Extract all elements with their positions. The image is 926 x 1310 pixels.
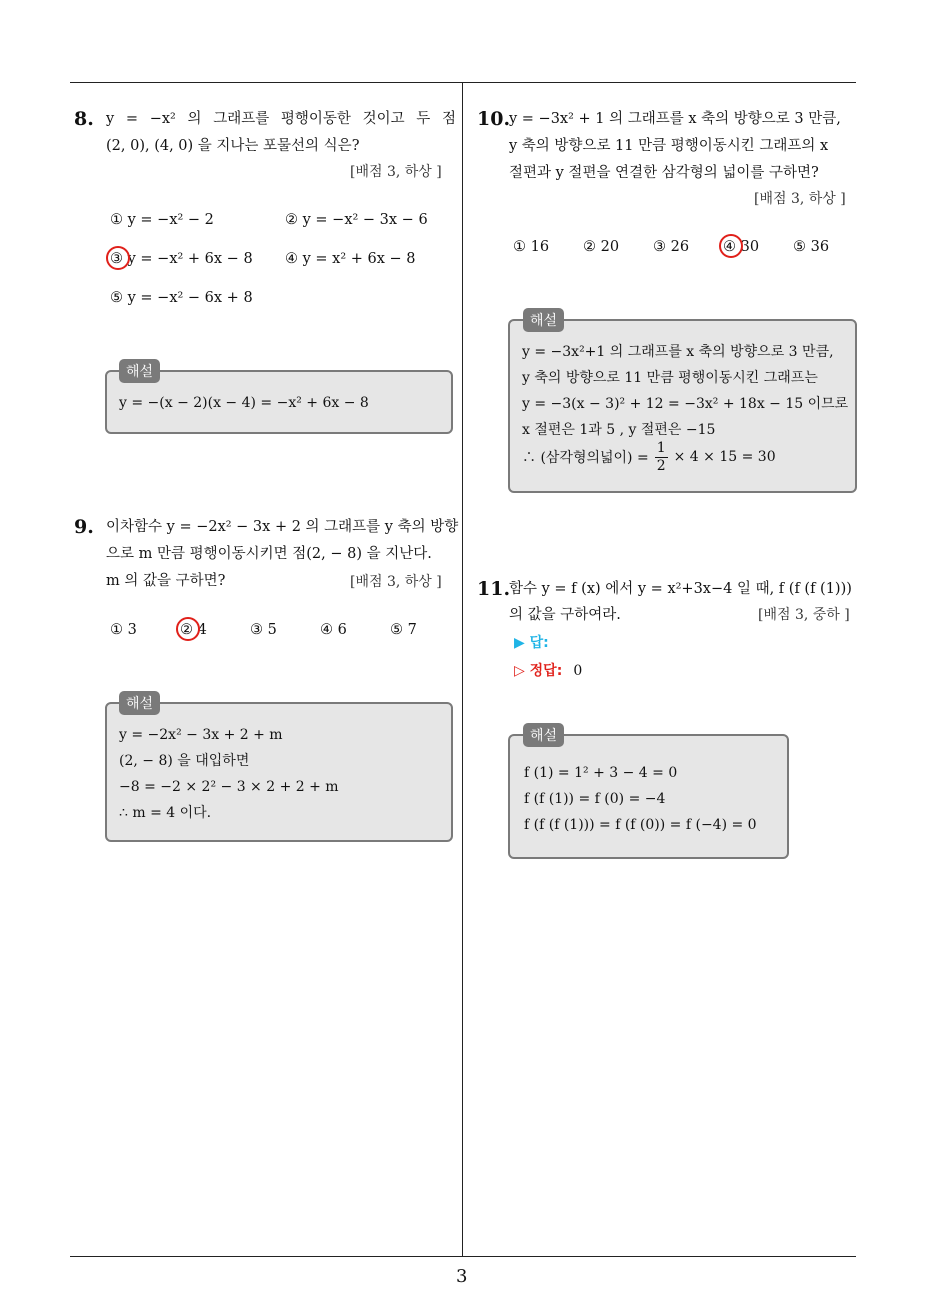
solution-box xyxy=(508,734,789,859)
choice-2[interactable]: ② 20 xyxy=(583,239,620,255)
score-tag: [배점 3, 하상 ] xyxy=(350,574,442,590)
solution-line: y = −(x − 2)(x − 4) = −x² + 6x − 8 xyxy=(119,395,369,411)
correct-answer-value: 0 xyxy=(573,663,583,679)
choice-2[interactable]: ② 4 xyxy=(180,622,207,638)
solution-line: x 절편은 1과 5 , y 절편은 −15 xyxy=(522,422,716,438)
solution-line: (2, − 8) 을 대입하면 xyxy=(119,753,250,769)
choice-5[interactable]: ⑤ y = −x² − 6x + 8 xyxy=(110,290,253,306)
choice-4[interactable]: ④ 30 xyxy=(723,239,760,255)
choice-3[interactable]: ③ y = −x² + 6x − 8 xyxy=(110,251,253,267)
choice-1[interactable]: ① 3 xyxy=(110,622,137,638)
choice-4[interactable]: ④ y = x² + 6x − 8 xyxy=(285,251,416,267)
answer-field-label: ▶ 답: xyxy=(514,635,549,651)
solution-line: y = −2x² − 3x + 2 + m xyxy=(119,727,283,743)
solution-label: 해설 xyxy=(119,691,160,715)
solution-label: 해설 xyxy=(523,308,564,332)
choice-1[interactable]: ① y = −x² − 2 xyxy=(110,212,214,228)
question-text-line: 으로 m 만큼 평행이동시키면 점(2, − 8) 을 지난다. xyxy=(106,546,432,562)
choice-5[interactable]: ⑤ 36 xyxy=(793,239,830,255)
question-number: 10. xyxy=(477,108,511,130)
solution-label: 해설 xyxy=(119,359,160,383)
solution-box xyxy=(105,702,453,842)
question-text-line: y = −x² 의 그래프를 평행이동한 것이고 두 점 xyxy=(106,111,456,127)
fraction-numerator: 1 xyxy=(656,439,666,456)
solution-line: y 축의 방향으로 11 만큼 평행이동시킨 그래프는 xyxy=(522,370,818,386)
solution-line: −8 = −2 × 2² − 3 × 2 + 2 + m xyxy=(119,779,339,795)
question-text-line: (2, 0), (4, 0) 을 지나는 포물선의 식은? xyxy=(106,138,360,154)
solution-line: y = −3x²+1 의 그래프를 x 축의 방향으로 3 만큼, xyxy=(522,344,834,360)
selected-answer-circle xyxy=(719,234,743,258)
question-number: 8. xyxy=(74,108,94,130)
solution-line: f (1) = 1² + 3 − 4 = 0 xyxy=(524,765,678,781)
question-number: 9. xyxy=(74,516,94,538)
question-text-line: 절편과 y 절편을 연결한 삼각형의 넓이를 구하면? xyxy=(509,165,819,181)
question-text-line: m 의 값을 구하면? xyxy=(106,573,226,589)
solution-line: ∴ m = 4 이다. xyxy=(119,805,212,821)
score-tag: [배점 3, 하상 ] xyxy=(350,164,442,180)
fraction-prefix: ∴ (삼각형의넓이) = xyxy=(522,450,649,466)
top-rule xyxy=(70,82,856,83)
bottom-rule xyxy=(70,1256,856,1257)
question-text-line: 의 값을 구하여라. xyxy=(509,607,621,623)
question-number: 11. xyxy=(477,578,511,600)
question-text-line: y = −3x² + 1 의 그래프를 x 축의 방향으로 3 만큼, xyxy=(509,111,841,127)
question-text-line: y 축의 방향으로 11 만큼 평행이동시킨 그래프의 x xyxy=(509,138,829,154)
fraction-suffix: × 4 × 15 = 30 xyxy=(673,449,776,465)
solution-label: 해설 xyxy=(523,723,564,747)
correct-answer-row xyxy=(514,660,582,680)
fraction xyxy=(655,440,668,475)
correct-answer-label: ▷ 정답: xyxy=(514,663,563,679)
column-divider xyxy=(462,82,463,1257)
choice-5[interactable]: ⑤ 7 xyxy=(390,622,417,638)
score-tag: [배점 3, 하상 ] xyxy=(754,191,846,207)
choice-4[interactable]: ④ 6 xyxy=(320,622,347,638)
choice-3[interactable]: ③ 26 xyxy=(653,239,690,255)
choice-2[interactable]: ② y = −x² − 3x − 6 xyxy=(285,212,428,228)
score-tag: [배점 3, 중하 ] xyxy=(758,607,850,623)
choice-1[interactable]: ① 16 xyxy=(513,239,550,255)
selected-answer-circle xyxy=(176,617,200,641)
choice-3[interactable]: ③ 5 xyxy=(250,622,277,638)
page-number: 3 xyxy=(456,1266,468,1287)
question-text-line: 이차함수 y = −2x² − 3x + 2 의 그래프를 y 축의 방향 xyxy=(106,519,459,535)
question-text-line: 함수 y = f (x) 에서 y = x²+3x−4 일 때, f (f (f (1))) xyxy=(509,581,852,597)
solution-line: f (f (1)) = f (0) = −4 xyxy=(524,791,666,807)
solution-line: y = −3(x − 3)² + 12 = −3x² + 18x − 15 이므로 xyxy=(522,396,849,412)
solution-box xyxy=(508,319,857,493)
solution-line: f (f (f (1))) = f (f (0)) = f (−4) = 0 xyxy=(524,817,757,833)
solution-fraction-line xyxy=(522,435,776,479)
selected-answer-circle xyxy=(106,246,130,270)
fraction-denominator: 2 xyxy=(656,457,666,474)
